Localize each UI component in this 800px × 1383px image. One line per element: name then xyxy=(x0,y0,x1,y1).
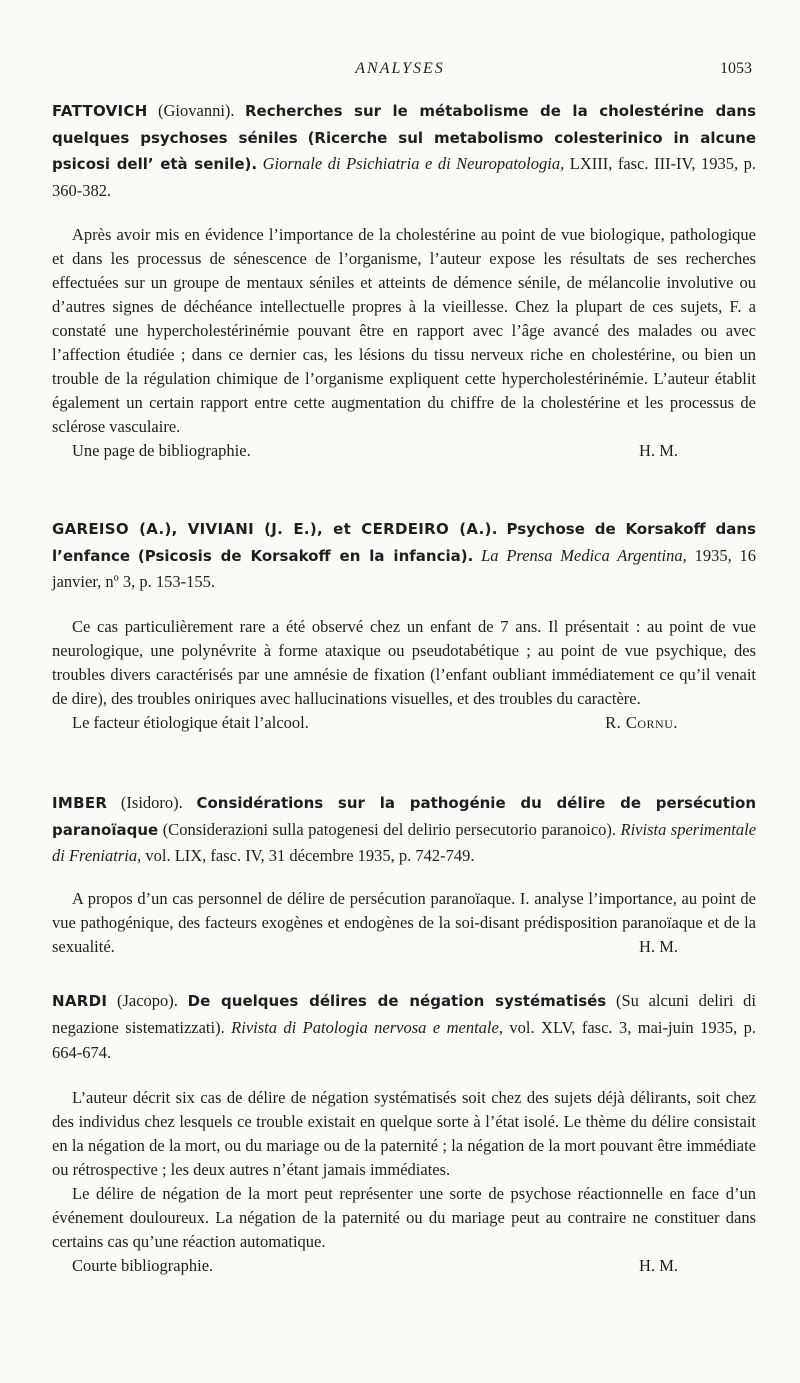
entry-paragraph: Ce cas particulièrement rare a été observé chez un enfant de 7 ans. Il présentait : au point de vue neurologique, une polynévrite à forme ataxique ou pseudotabétique ; au point de vue psychique, des troubles divers caractérisés par une amnésie de fixation (l’enfant oubliant immédiatement ce qu’il venait de dire), des troubles oniriques avec hallucinations visuelles, et des troubles du caractère. xyxy=(52,616,756,708)
entry-citation: vol. XLV, fasc. 3, mai-juin 1935, p. 664-674. xyxy=(52,1017,757,1062)
entry-bibliography-note: Courte bibliographie. xyxy=(72,1255,214,1275)
entry-journal: Giornale di Psichiatria e di Neuropatologia, xyxy=(262,154,565,173)
entry-author-given: (Jacopo). xyxy=(116,991,178,1010)
entry-author-given: (Isidoro). xyxy=(120,793,183,812)
entry-heading xyxy=(52,988,756,1066)
entry-paragraph: A propos d’un cas personnel de délire de persécution paranoïaque. I. analyse l’importance, au point de vue pathogénique, des facteurs exogènes et endogènes de la soi-disant prédisposition paranoïaque et de la sexualité. xyxy=(52,888,756,956)
entry-original-title: (Su alcuni deliri di negazione sistematizzati). xyxy=(52,991,757,1037)
entry-signature: H. M. xyxy=(639,936,678,956)
entry-body xyxy=(52,615,756,735)
entry-heading xyxy=(52,790,756,869)
entry-signature: R. Cornu. xyxy=(605,712,678,732)
entry-original-title: (Ricerche sul metabolismo colesterinico in alcune psicosi dell’ età senile). xyxy=(52,128,756,173)
entry-heading xyxy=(52,98,756,203)
entry-body xyxy=(52,223,756,463)
entry-title: De quelques délires de négation systématisés xyxy=(187,992,607,1010)
abstract-entry-imber xyxy=(52,790,756,959)
entry-author: GAREISO (A.), VIVIANI (J. E.), et CERDEIRO (A.). xyxy=(52,520,498,538)
entry-paragraph: Après avoir mis en évidence l’importance de la cholestérine au point de vue biologique, pathologique et dans les processus de sénescence de l’organisme, l’auteur expose les résultats de ses recherches effectuées sur un groupe de mentaux séniles et atteints de démence sénile, de mélancolie involutive ou d’autres signes de déchéance intellectuelle propres à la vieillesse. Chez la plupart de ces sujets, F. a constaté une hypercholestérinémie pouvant être en rapport avec l’âge avancé des malades ou avec l’affection étudiée ; dans ce dernier cas, les lésions du tissu nerveux riche en cholestérine, ou bien un trouble de la régulation chimique de l’organisme expliquent cette hypercholestérinémie. L’auteur établit également un certain rapport entre cette augmentation du chiffre de la cholestérine et les processus de sclérose vasculaire. xyxy=(52,225,756,436)
entry-body xyxy=(52,887,756,959)
entry-citation: 1935, 16 janvier, nº 3, p. 153-155. xyxy=(52,545,757,591)
entry-paragraph: Le délire de négation de la mort peut représenter une sorte de psychose réactionnelle en face d’un événement douloureux. La négation de la paternité ou du mariage peut au contraire ne constituer dans certains cas qu’une réaction automatique. xyxy=(52,1183,756,1251)
entry-body xyxy=(52,1086,756,1278)
entry-heading xyxy=(52,516,756,595)
entry-etiology-note: Le facteur étiologique était l’alcool. xyxy=(72,712,309,732)
entry-author: IMBER xyxy=(52,794,108,812)
entry-paragraph: L’auteur décrit six cas de délire de négation systématisés soit chez des sujets déjà délirants, soit chez des individus chez lesquels ce trouble existait en quelque sorte à l’état isolé. Le thème du délire consistait en la négation de la mort, ou du mariage ou de la paternité ; la négation de la mort pouvant être immédiate ou rétrospective ; les deux autres n’étant jamais immédiates. xyxy=(52,1087,756,1179)
entry-closing-line xyxy=(52,439,756,463)
entry-citation: LXIII, fasc. III-IV, 1935, p. 360-382. xyxy=(52,154,757,200)
entry-citation: vol. LIX, fasc. IV, 31 décembre 1935, p. 742-749. xyxy=(145,846,475,865)
entry-title: Recherches sur le métabolisme de la cholestérine dans quelques psychoses séniles xyxy=(52,102,757,147)
entry-closing-line xyxy=(52,1254,756,1278)
entry-author: FATTOVICH xyxy=(52,102,148,120)
entry-journal: Rivista sperimentale di Freniatria, xyxy=(52,819,757,865)
abstract-entry-nardi xyxy=(52,988,756,1278)
running-header xyxy=(0,60,800,84)
entry-original-title: (Psicosis de Korsakoff en la infancia). xyxy=(137,546,474,565)
entry-author-given: (Giovanni). xyxy=(158,101,235,120)
entry-author: NARDI xyxy=(52,992,108,1010)
running-title: ANALYSES xyxy=(355,60,445,77)
entry-closing-line xyxy=(52,711,756,735)
abstract-entry-gareiso xyxy=(52,516,756,735)
entry-journal: Rivista di Patologia nervosa e mentale, xyxy=(231,1017,503,1037)
page-number: 1053 xyxy=(720,60,752,77)
entry-signature: H. M. xyxy=(639,1255,678,1275)
entry-title: Psychose de Korsakoff dans l’enfance xyxy=(52,520,756,565)
entry-journal: La Prensa Medica Argentina, xyxy=(481,545,687,565)
entry-bibliography-note: Une page de bibliographie. xyxy=(72,441,251,460)
entry-title: Considérations sur la pathogénie du délire de persécution paranoïaque xyxy=(52,794,757,839)
entry-original-title: (Considerazioni sulla patogenesi del delirio persecutorio paranoico). xyxy=(162,819,617,839)
abstract-entry-fattovich xyxy=(52,98,756,463)
entry-signature: H. M. xyxy=(639,441,678,460)
